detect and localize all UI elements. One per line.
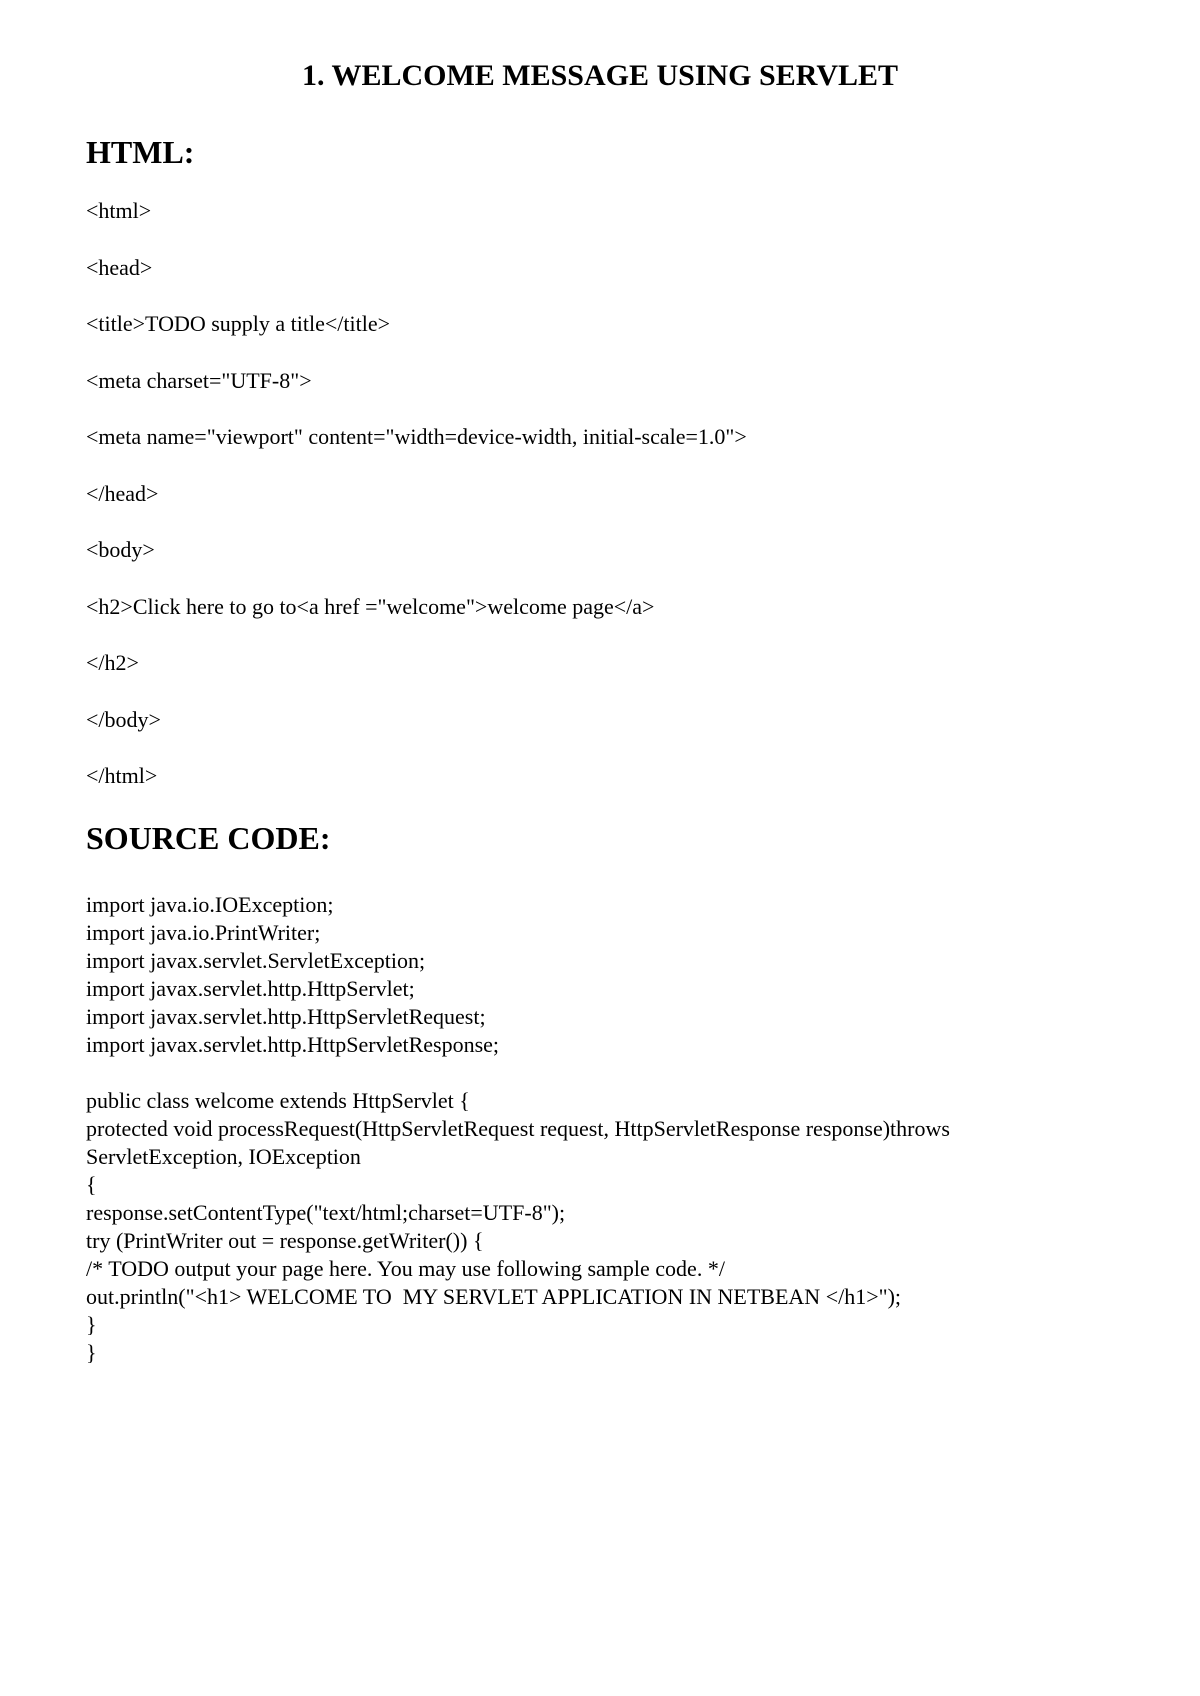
code-line: import javax.servlet.http.HttpServletResponse; [86,1032,500,1057]
code-line: out.println("<h1> WELCOME TO MY SERVLET APPLICATION IN NETBEAN </h1>"); [86,1284,902,1309]
code-line: import javax.servlet.ServletException; [86,948,426,973]
code-line: import java.io.IOException; [86,892,334,917]
html-line: </head> [86,480,159,506]
code-line: response.setContentType("text/html;charset=UTF-8"); [86,1200,566,1225]
code-line: /* TODO output your page here. You may use following sample code. */ [86,1256,725,1281]
code-line: import javax.servlet.http.HttpServletRequest; [86,1004,486,1029]
html-code-listing [86,196,747,818]
html-section-heading: HTML: [86,134,195,170]
html-line: <title>TODO supply a title</title> [86,311,391,336]
html-line: </body> [86,706,161,732]
html-line: </h2> [86,650,139,675]
code-line: try (PrintWriter out = response.getWriter()) { [86,1228,484,1253]
code-line: protected void processRequest(HttpServletRequest request, HttpServletResponse response)throws [86,1116,950,1141]
code-line: import javax.servlet.http.HttpServlet; [86,976,415,1001]
html-line: <meta charset="UTF-8"> [86,367,312,393]
code-line: public class welcome extends HttpServlet { [86,1088,470,1113]
document-title: 1. WELCOME MESSAGE USING SERVLET [301,59,899,92]
code-line: { [86,1172,97,1197]
html-line: <head> [86,254,153,280]
html-line: <html> [86,198,152,223]
source-section-heading: SOURCE CODE: [86,820,331,856]
html-line: <h2>Click here to go to<a href ="welcome">welcome page</a> [86,593,655,619]
html-line: </html> [86,763,158,788]
code-line: } [86,1340,97,1365]
code-line: } [86,1312,97,1337]
code-line-blank [86,1059,950,1087]
html-line: <body> [86,537,155,562]
html-line: <meta name="viewport" content="width=device-width, initial-scale=1.0"> [86,424,747,449]
source-code-listing [86,891,950,1367]
code-line: ServletException, IOException [86,1144,361,1169]
code-line: import java.io.PrintWriter; [86,920,321,945]
